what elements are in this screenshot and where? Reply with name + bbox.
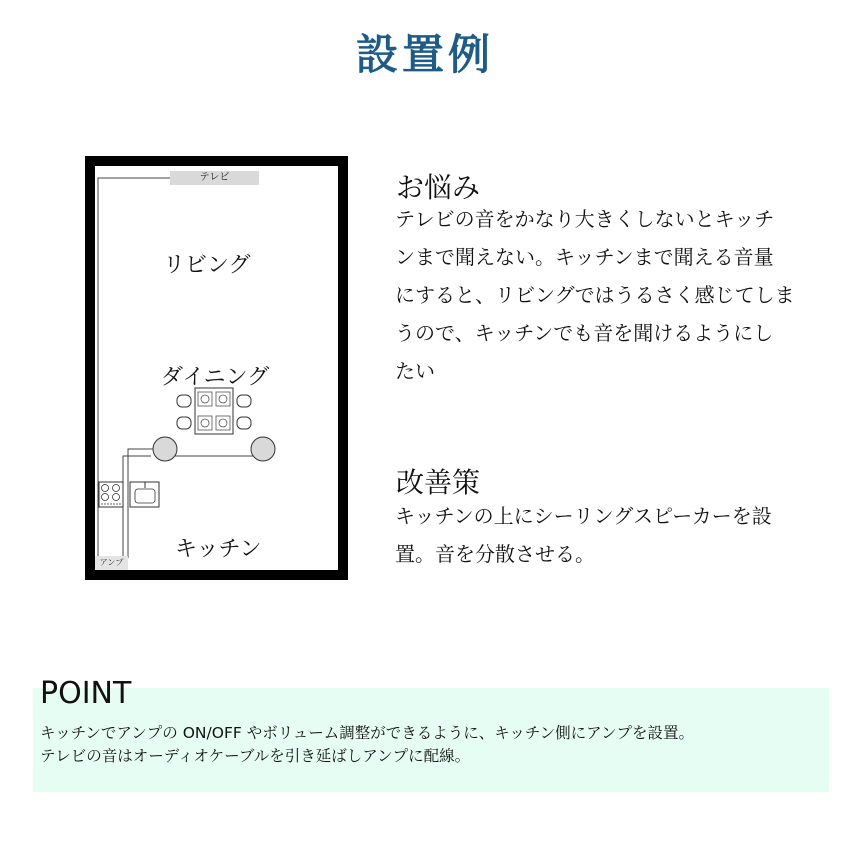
dining-table-set	[177, 388, 251, 434]
point-title: POINT	[40, 676, 132, 711]
point-line: キッチンでアンプの ON/OFF やボリューム調整ができるように、キッチン側にアンプを設置。	[40, 724, 695, 742]
solution-line: キッチンの上にシーリングスピーカーを設	[395, 504, 772, 528]
solution-text	[395, 497, 772, 573]
solution-line: 置。音を分散させる。	[395, 542, 595, 566]
point-text	[40, 722, 694, 768]
problem-line: たい	[395, 359, 435, 383]
tv-label: テレビ	[170, 171, 259, 185]
page-title: 設置例	[355, 30, 494, 79]
problem-line: うので、キッチンでも音を聞けるようにし	[395, 321, 774, 345]
problem-heading: お悩み	[396, 171, 481, 204]
kitchen-sink	[130, 482, 159, 507]
problem-line: にすると、リビングではうるさく感じてしま	[395, 283, 795, 307]
kitchen-label: キッチン	[175, 537, 262, 562]
dining-room-label: ダイニング	[161, 365, 270, 390]
problem-text	[395, 200, 795, 390]
amp-label: アンプ	[95, 556, 128, 570]
living-room-label: リビング	[163, 253, 251, 278]
problem-line: テレビの音をかなり大きくしないとキッチ	[395, 207, 775, 231]
kitchen-stove	[99, 482, 123, 507]
problem-line: ンまで聞えない。キッチンまで聞える音量	[395, 245, 774, 269]
floor-plan	[85, 156, 348, 580]
point-line: テレビの音はオーディオケーブルを引き延ばしアンプに配線。	[40, 747, 471, 765]
ceiling-speaker-right	[251, 437, 275, 461]
ceiling-speaker-left	[153, 437, 177, 461]
solution-heading: 改善策	[396, 466, 481, 499]
floor-plan-interior	[95, 166, 338, 570]
